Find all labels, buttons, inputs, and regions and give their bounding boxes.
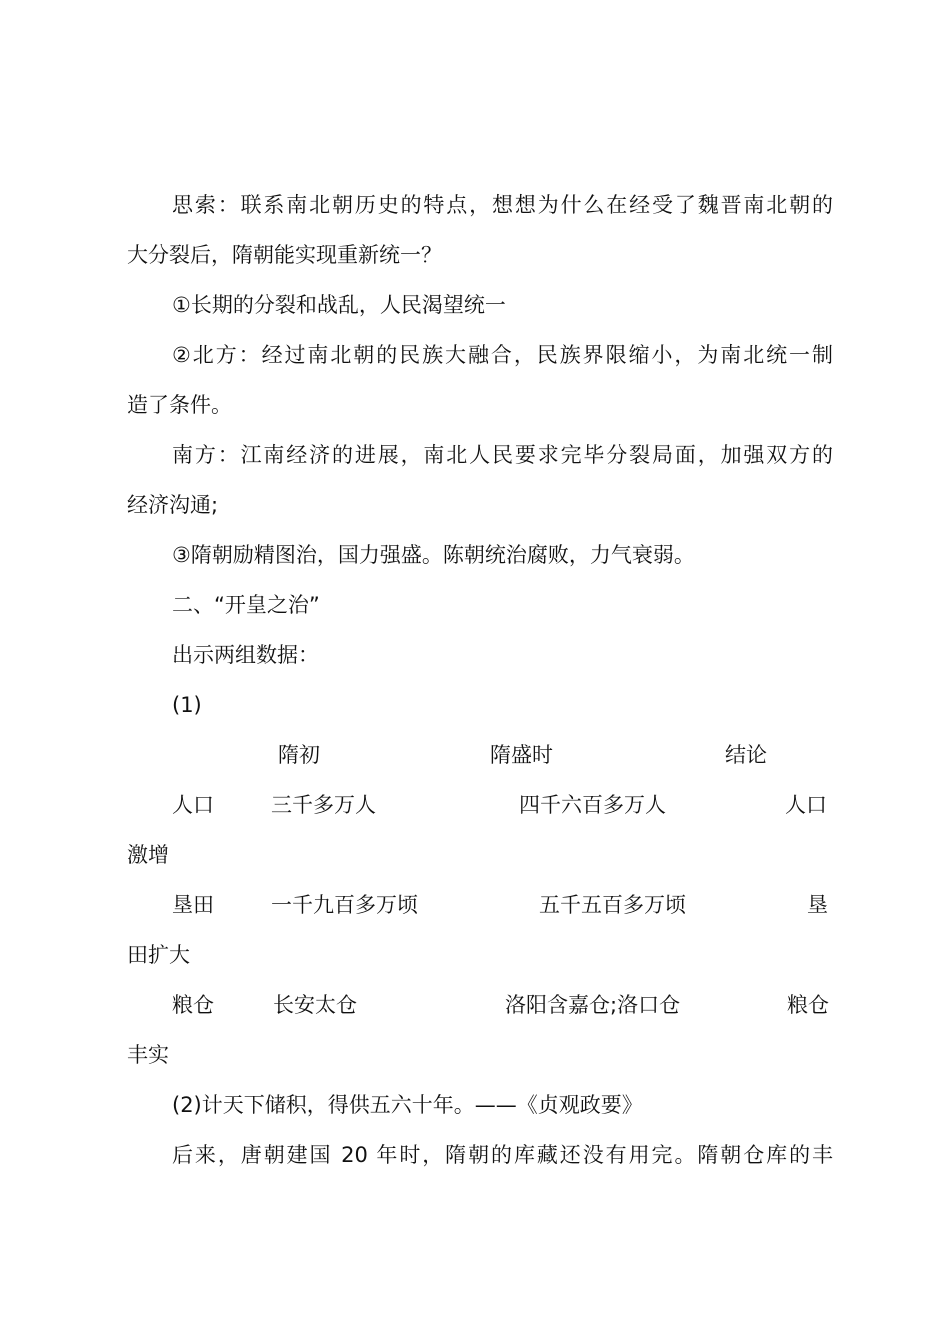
- header-conclusion: 结论: [725, 743, 767, 767]
- row-granary-item: 粮仓: [172, 993, 214, 1017]
- group-1-label: (1): [172, 693, 202, 717]
- row-population-item: 人口: [172, 793, 214, 817]
- row-farmland-early: 一千九百多万顷: [271, 893, 418, 917]
- point-3: ③隋朝励精图治，国力强盛。陈朝统治腐败，力气衰弱。: [172, 543, 695, 567]
- south-line1: 南方：江南经济的进展，南北人民要求完毕分裂局面，加强双方的: [172, 443, 833, 467]
- row-granary-conclusion-a: 粮仓: [787, 993, 829, 1017]
- row-granary-early: 长安太仓: [273, 993, 357, 1017]
- row-population-peak: 四千六百多万人: [519, 793, 666, 817]
- row-farmland-item: 垦田: [172, 893, 214, 917]
- row-farmland-conclusion-b: 田扩大: [127, 943, 190, 967]
- row-population-early: 三千多万人: [271, 793, 376, 817]
- row-population-conclusion-b: 激增: [127, 843, 169, 867]
- header-early: 隋初: [278, 743, 320, 767]
- point-2-line1: ②北方：经过南北朝的民族大融合，民族界限缩小，为南北统一制: [172, 343, 833, 367]
- south-line2: 经济沟通;: [127, 493, 219, 517]
- quote-line: (2)计天下储积，得供五六十年。——《贞观政要》: [172, 1093, 643, 1117]
- point-2-line2: 造了条件。: [127, 393, 232, 417]
- row-population-conclusion-a: 人口: [785, 793, 827, 817]
- data-intro: 出示两组数据：: [172, 643, 319, 667]
- paragraph-reflection-line2: 大分裂后，隋朝能实现重新统一？: [127, 243, 442, 267]
- row-granary-conclusion-b: 丰实: [127, 1043, 169, 1067]
- section-heading: 二、“开皇之治”: [172, 593, 320, 617]
- paragraph-reflection-line1: 思索：联系南北朝历史的特点，想想为什么在经受了魏晋南北朝的: [172, 193, 833, 217]
- row-granary-peak: 洛阳含嘉仓;洛口仓: [505, 993, 681, 1017]
- header-peak: 隋盛时: [490, 743, 553, 767]
- point-1: ①长期的分裂和战乱，人民渴望统一: [172, 293, 506, 317]
- row-farmland-conclusion-a: 垦: [807, 893, 828, 917]
- row-farmland-peak: 五千五百多万顷: [539, 893, 686, 917]
- tang-granary-line: 后来，唐朝建国 20 年时，隋朝的库藏还没有用完。隋朝仓库的丰: [172, 1143, 833, 1167]
